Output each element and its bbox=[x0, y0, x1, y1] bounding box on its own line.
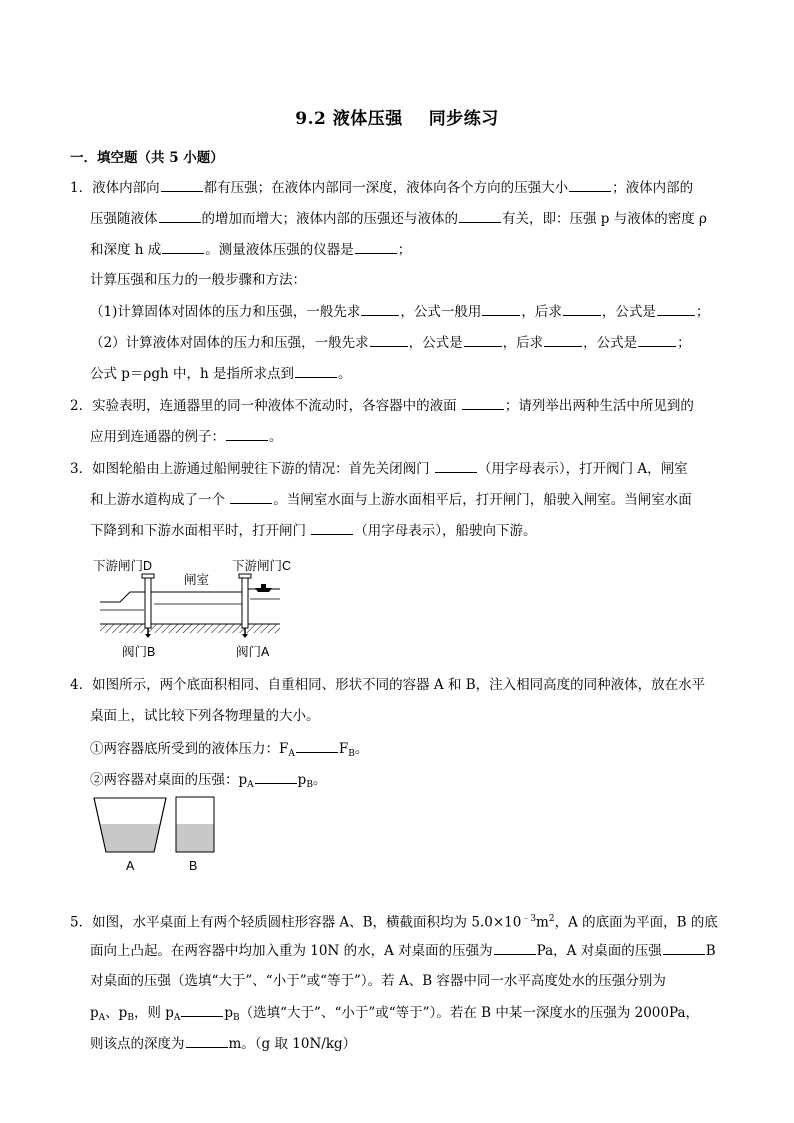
answer-blank[interactable] bbox=[159, 209, 201, 223]
q4-line1: 4．如图所示，两个底面积相同、自重相同、形状不同的容器 A 和 B，注入相同高度的同种液体，放在水平 bbox=[70, 677, 706, 693]
q4-line3: ①两容器底所受到的液体压力：$F_A$ $F_B$。 bbox=[90, 741, 369, 759]
containers-diagram bbox=[92, 796, 222, 856]
q3-line1: 3．如图轮船由上游通过船闸驶往下游的情况：首先关闭阀门 （用字母表示），打开阀门 A，闸室 bbox=[70, 461, 688, 477]
answer-blank[interactable] bbox=[494, 941, 536, 955]
q5-line5: 则该点的深度为 m。（g 取 10N/kg） bbox=[90, 1036, 357, 1052]
answer-blank[interactable] bbox=[563, 302, 601, 316]
answer-blank[interactable] bbox=[181, 1003, 223, 1017]
label-container-b: B bbox=[189, 859, 198, 873]
q3-line3: 下降到和下游水面相平时，打开闸门 （用字母表示），船驶向下游。 bbox=[90, 523, 537, 539]
q2-number: 2． bbox=[70, 398, 93, 414]
answer-blank[interactable] bbox=[544, 333, 582, 347]
q1-line1: 1．液体内部向 都有压强；在液体内部同一深度，液体向各个方向的压强大小 ；液体内部的 bbox=[70, 180, 694, 196]
answer-blank[interactable] bbox=[361, 302, 399, 316]
q4-line4: ②两容器对桌面的压强：$p_A$ $p_B$。 bbox=[90, 772, 327, 790]
q4-line2: 桌面上，试比较下列各物理量的大小。 bbox=[90, 708, 320, 724]
q4-number: 4． bbox=[70, 677, 93, 693]
q1-line4: 计算压强和压力的一般步骤和方法： bbox=[90, 272, 306, 288]
q5-line3: 对桌面的压强（选填“大于”、“小于”或“等于”）。若 A、B 容器中同一水平高度处水的压强分别为 bbox=[90, 973, 666, 989]
answer-blank[interactable] bbox=[230, 490, 272, 504]
ship-lock-figure bbox=[92, 554, 307, 664]
page-title bbox=[0, 104, 794, 129]
section-heading: 一．填空题（共 5 小题） bbox=[70, 150, 224, 166]
answer-blank[interactable] bbox=[638, 333, 676, 347]
answer-blank[interactable] bbox=[355, 240, 397, 254]
answer-blank[interactable] bbox=[663, 941, 705, 955]
container-a-liquid bbox=[101, 824, 160, 852]
answer-blank[interactable] bbox=[464, 333, 502, 347]
q1-line7: 公式 p＝ρgh 中，h 是指所求点到 。 bbox=[90, 366, 352, 382]
answer-blank[interactable] bbox=[186, 1034, 228, 1048]
q1-line6: （2）计算液体对固体的压力和压强，一般先求 ，公式是 ，后求 ，公式是 ； bbox=[90, 335, 691, 351]
q1-line2: 压强随液体 的增加而增大；液体内部的压强还与液体的 有关，即：压强 p 与液体的密度 ρ bbox=[90, 211, 707, 227]
gate-c-cap bbox=[239, 574, 251, 578]
title-main: 9.2 液体压强 bbox=[295, 109, 403, 129]
gate-d bbox=[145, 576, 151, 628]
label-chamber: 闸室 bbox=[184, 573, 210, 587]
label-valve-b: 阀门B bbox=[122, 645, 156, 659]
answer-blank[interactable] bbox=[462, 396, 504, 410]
answer-blank[interactable] bbox=[482, 302, 520, 316]
q3-number: 3． bbox=[70, 461, 93, 477]
ship-cabin bbox=[261, 584, 266, 588]
gate-d-cap bbox=[142, 574, 154, 578]
label-container-a: A bbox=[126, 859, 135, 873]
label-gate-c: 下游闸门C bbox=[232, 559, 292, 573]
label-valve-a: 阀门A bbox=[236, 645, 270, 659]
answer-blank[interactable] bbox=[569, 178, 611, 192]
answer-blank[interactable] bbox=[311, 521, 353, 535]
q1-number: 1． bbox=[70, 180, 93, 196]
q2-line1: 2．实验表明，连通器里的同一种液体不流动时，各容器中的液面 ；请列举出两种生活中所见到的 bbox=[70, 398, 694, 414]
gate-c bbox=[242, 576, 248, 628]
q1-line5: （1)计算固体对固体的压力和压强，一般先求 ，公式一般用 ，后求 ，公式是 ； bbox=[90, 304, 710, 320]
riverbed-hatch bbox=[100, 624, 280, 633]
answer-blank[interactable] bbox=[161, 178, 203, 192]
answer-blank[interactable] bbox=[162, 240, 204, 254]
q5-line1: 5．如图，水平桌面上有两个轻质圆柱形容器 A、B，横截面积均为 $5.0\times 10^{﹣3}m^2$，A 的底面为平面，B 的底 bbox=[70, 914, 718, 931]
label-gate-d: 下游闸门D bbox=[93, 559, 153, 573]
q5-line4: $p_A$、$p_B$，则 $p_A$ $p_B$（选填“大于”、“小于”或“等于”）。若在 B 中某一深度水的压强为 2000Pa， bbox=[90, 1005, 699, 1023]
title-sub: 同步练习 bbox=[428, 109, 499, 129]
answer-blank[interactable] bbox=[296, 739, 338, 753]
answer-blank[interactable] bbox=[255, 770, 297, 784]
answer-blank[interactable] bbox=[459, 209, 501, 223]
q2-line2: 应用到连通器的例子： 。 bbox=[90, 429, 283, 445]
q1-line3: 和深度 h 成 。测量液体压强的仪器是 ； bbox=[90, 242, 412, 258]
container-b-liquid bbox=[176, 824, 214, 852]
answer-blank[interactable] bbox=[295, 364, 337, 378]
downstream-bank bbox=[100, 592, 150, 602]
answer-blank[interactable] bbox=[226, 427, 268, 441]
valve-b-marker bbox=[145, 634, 151, 638]
q3-line2: 和上游水道构成了一个 。当闸室水面与上游水面相平后，打开闸门，船驶入闸室。当闸室水面 bbox=[90, 492, 692, 508]
answer-blank[interactable] bbox=[370, 333, 408, 347]
answer-blank[interactable] bbox=[435, 459, 477, 473]
ship-icon bbox=[255, 588, 272, 592]
containers-figure bbox=[92, 796, 222, 876]
q5-line2: 面向上凸起。在两容器中均加入重为 10N 的水，A 对桌面的压强为 Pa，A 对桌面的压强 B bbox=[90, 943, 716, 959]
q5-number: 5． bbox=[70, 914, 93, 931]
answer-blank[interactable] bbox=[657, 302, 695, 316]
valve-a-marker bbox=[242, 634, 248, 638]
